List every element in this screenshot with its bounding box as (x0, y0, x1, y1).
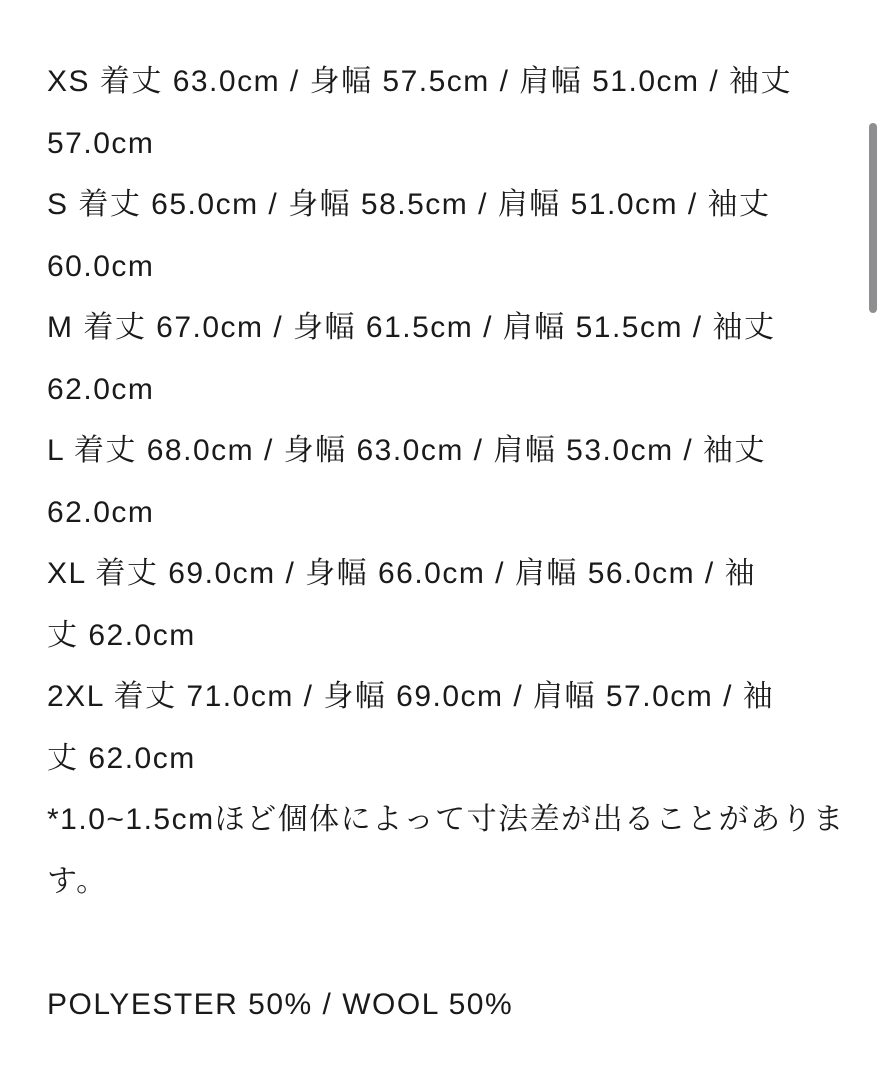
size-spec-row-m (47, 297, 840, 420)
size-spec-line: 60.0cm (47, 249, 155, 283)
size-spec-line: XL 着丈 69.0cm / 身幅 66.0cm / 肩幅 56.0cm / 袖 (47, 557, 757, 590)
size-spec-row-s (47, 174, 840, 297)
size-spec-line: L 着丈 68.0cm / 身幅 63.0cm / 肩幅 53.0cm / 袖丈 (47, 434, 767, 467)
size-spec-row-xl (47, 543, 840, 666)
size-tolerance-note (47, 789, 845, 912)
size-spec-section (47, 51, 845, 1035)
size-spec-line: S 着丈 65.0cm / 身幅 58.5cm / 肩幅 51.0cm / 袖丈 (47, 188, 771, 221)
size-spec-line: 62.0cm (47, 495, 155, 529)
size-spec-row-2xl (47, 666, 840, 789)
size-spec-row-l (47, 420, 840, 543)
size-spec-line: M 着丈 67.0cm / 身幅 61.5cm / 肩幅 51.5cm / 袖丈 (47, 311, 776, 344)
size-spec-line: 丈 62.0cm (47, 618, 196, 652)
size-spec-line: 57.0cm (47, 126, 155, 160)
size-spec-line: 2XL 着丈 71.0cm / 身幅 69.0cm / 肩幅 57.0cm / 袖 (47, 680, 775, 713)
size-spec-row-xs (47, 51, 840, 174)
scrollbar-thumb[interactable] (869, 123, 877, 313)
size-tolerance-note-line: *1.0~1.5cmほど個体によって寸法差が出ることがありま (47, 803, 845, 836)
size-spec-line: 丈 62.0cm (47, 741, 196, 775)
size-spec-line: 62.0cm (47, 372, 155, 406)
fabric-composition: POLYESTER 50% / WOOL 50% (47, 987, 514, 1021)
size-tolerance-note-line: す。 (47, 864, 108, 898)
size-spec-line: XS 着丈 63.0cm / 身幅 57.5cm / 肩幅 51.0cm / 袖丈 (47, 65, 793, 98)
